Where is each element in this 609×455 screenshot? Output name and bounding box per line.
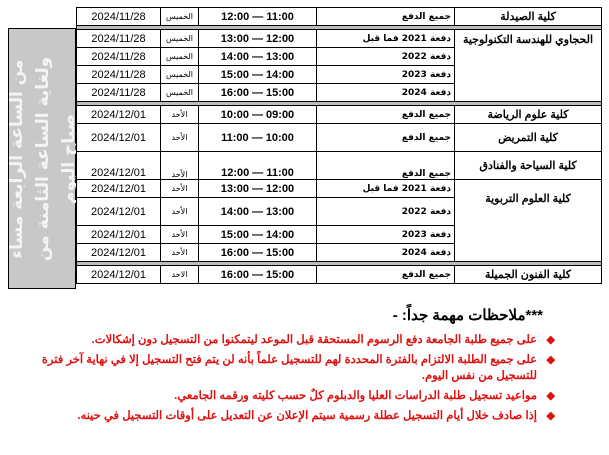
time-cell: 12:00 — 11:00 <box>199 8 317 26</box>
time-cell: 16:00 — 15:00 <box>199 84 317 102</box>
day-cell: الاحد <box>161 266 199 284</box>
date-cell: 2024/11/28 <box>77 30 161 48</box>
college-cell: كلية الفنون الجميلة <box>455 266 602 284</box>
time-cell: 10:00 — 09:00 <box>199 106 317 124</box>
date-cell: 2024/12/01 <box>77 266 161 284</box>
date-cell: 2024/12/01 <box>77 198 161 226</box>
college-cell: كلية السياحة والفنادق <box>455 152 602 180</box>
college-cell: كلية العلوم التربوية <box>455 180 602 262</box>
notes-section <box>39 306 599 428</box>
diamond-bullet-icon: ◆ <box>546 354 555 366</box>
date-cell: 2024/12/01 <box>77 124 161 152</box>
table-row <box>77 266 602 284</box>
batch-cell: جميع الدفع <box>317 8 455 26</box>
day-cell: الخميس <box>161 48 199 66</box>
batch-cell: جميع الدفع <box>317 124 455 152</box>
time-cell: 13:00 — 12:00 <box>199 30 317 48</box>
side-banner <box>7 28 79 289</box>
day-cell: الأحد <box>161 198 199 226</box>
day-cell: الأحد <box>161 152 199 180</box>
day-cell: الأحد <box>161 124 199 152</box>
day-cell: الخميس <box>161 30 199 48</box>
college-cell: كلية الصيدلة <box>455 8 602 26</box>
note-text: مواعيد تسجيل طلبة الدراسات العليا والدبلوم كلٌ حسب كليته ورقمه الجامعي. <box>174 390 537 402</box>
date-cell: 2024/11/28 <box>77 66 161 84</box>
college-cell: الحجاوي للهندسة التكنولوجية <box>455 30 602 102</box>
day-cell: الأحد <box>161 106 199 124</box>
date-cell: 2024/12/01 <box>77 180 161 198</box>
batch-cell: دفعة 2022 <box>317 198 455 226</box>
note-text: على جميع الطلبة الالتزام بالفترة المحددة لهم للتسجيل علماً بأنه لن يتم فتح التسجيل إلا في نهاية آخر فترة للتسجيل من نفس اليوم. <box>41 354 537 382</box>
batch-cell: دفعة 2024 <box>317 244 455 262</box>
time-cell: 15:00 — 14:00 <box>199 66 317 84</box>
day-cell: الخميس <box>161 84 199 102</box>
date-cell: 2024/12/01 <box>77 152 161 180</box>
note-text: إذا صادف خلال أيام التسجيل عطلة رسمية سيتم الإعلان عن التعديل على أوقات التسجيل في حينه. <box>77 410 537 422</box>
date-cell: 2024/12/01 <box>77 244 161 262</box>
date-cell: 2024/11/28 <box>77 84 161 102</box>
table-row <box>77 106 602 124</box>
batch-cell: دفعة 2023 <box>317 226 455 244</box>
time-cell: 16:00 — 15:00 <box>199 266 317 284</box>
day-cell: الأحد <box>161 244 199 262</box>
batch-cell: جميع الدفع <box>317 266 455 284</box>
batch-cell: دفعة 2021 فما قبل <box>317 30 455 48</box>
diamond-bullet-icon: ◆ <box>546 334 555 346</box>
table-row <box>77 180 602 198</box>
date-cell: 2024/11/28 <box>77 8 161 26</box>
batch-cell: دفعة 2022 <box>317 48 455 66</box>
diamond-bullet-icon: ◆ <box>546 410 555 422</box>
time-cell: 15:00 — 14:00 <box>199 226 317 244</box>
batch-cell: جميع الدفع <box>317 152 455 180</box>
day-cell: الأحد <box>161 180 199 198</box>
time-cell: 12:00 — 11:00 <box>199 152 317 180</box>
time-cell: 14:00 — 13:00 <box>199 48 317 66</box>
time-cell: 16:00 — 15:00 <box>199 244 317 262</box>
table-row <box>77 30 602 48</box>
schedule-table <box>76 7 602 284</box>
list-item <box>39 332 555 348</box>
table-row <box>77 124 602 152</box>
time-cell: 11:00 — 10:00 <box>199 124 317 152</box>
college-cell: كلية التمريض <box>455 124 602 152</box>
college-cell: كلية علوم الرياضة <box>455 106 602 124</box>
note-text: على جميع طلبة الجامعة دفع الرسوم المستحقة قبل الموعد ليتمكنوا من التسجيل دون إشكالات. <box>91 334 537 346</box>
list-item <box>39 388 555 404</box>
day-cell: الخميس <box>161 66 199 84</box>
batch-cell: جميع الدفع <box>317 106 455 124</box>
date-cell: 2024/11/28 <box>77 48 161 66</box>
time-cell: 14:00 — 13:00 <box>199 198 317 226</box>
side-banner-text: من الساعة الرابعة مساء ولغاية الساعة الثامنة من صباح اليوم <box>7 56 79 262</box>
list-item <box>39 408 555 424</box>
date-cell: 2024/12/01 <box>77 106 161 124</box>
table-row <box>77 152 602 180</box>
batch-cell: دفعة 2023 <box>317 66 455 84</box>
batch-cell: دفعة 2021 فما قبل <box>317 180 455 198</box>
notes-title: ***ملاحظات مهمة جداً: - <box>392 307 543 324</box>
batch-cell: دفعة 2024 <box>317 84 455 102</box>
diamond-bullet-icon: ◆ <box>546 390 555 402</box>
date-cell: 2024/12/01 <box>77 226 161 244</box>
time-cell: 13:00 — 12:00 <box>199 180 317 198</box>
day-cell: الخميس <box>161 8 199 26</box>
table-row <box>77 8 602 26</box>
list-item <box>39 352 555 384</box>
day-cell: الأحد <box>161 226 199 244</box>
notes-list <box>39 332 599 424</box>
